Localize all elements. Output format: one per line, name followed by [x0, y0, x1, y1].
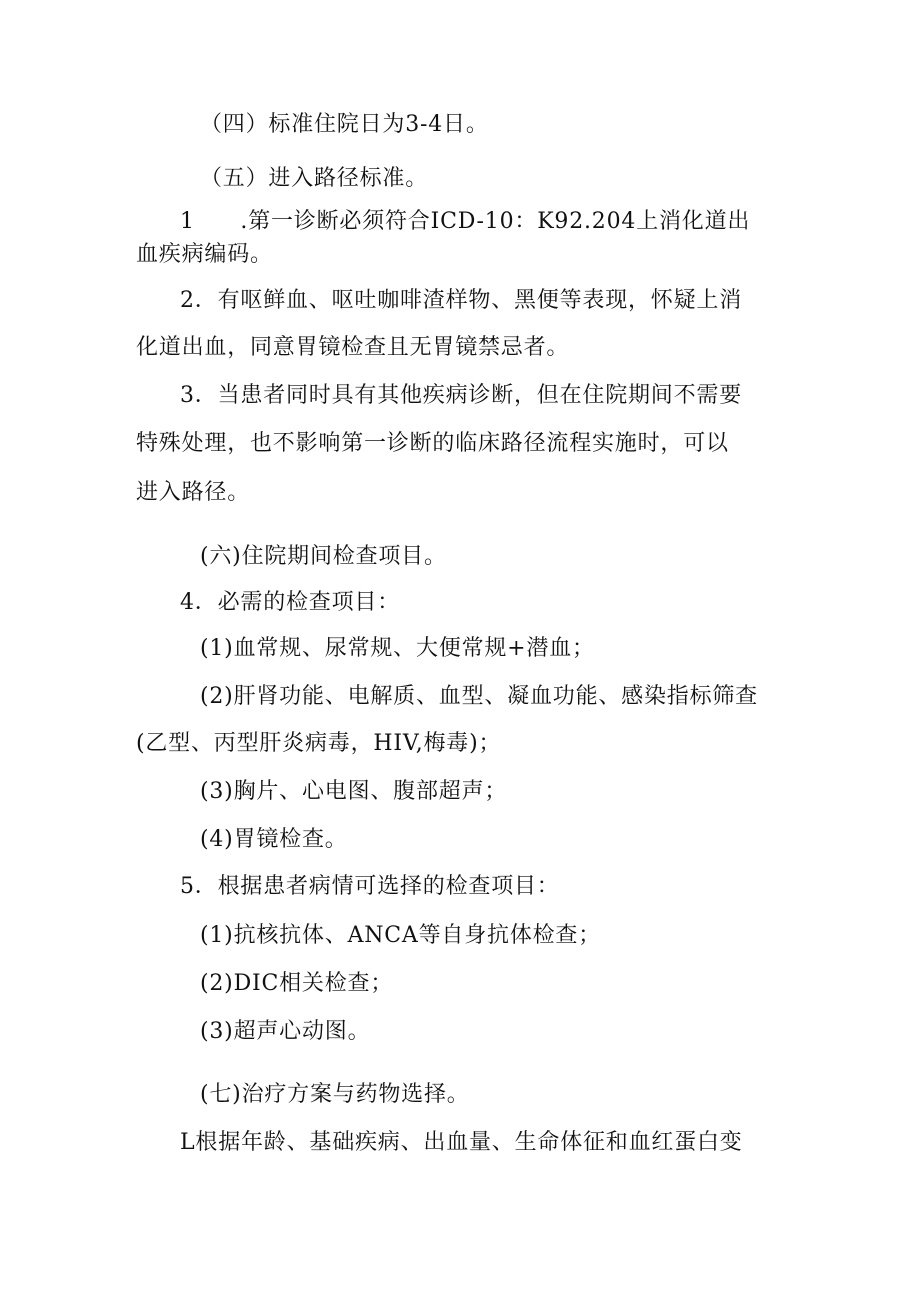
list-item: 4．必需的检查项目：	[180, 590, 400, 615]
section-heading-path-entry: （五）进入路径标准。	[200, 166, 429, 191]
section-heading-treatment-plan: (七)治疗方案与药物选择。	[200, 1082, 470, 1107]
paragraph-line: 血疾病编码。	[136, 242, 273, 267]
list-item: (2)DIC相关检查；	[200, 971, 394, 996]
list-item: (1)抗核抗体、ANCA等自身抗体检查；	[200, 923, 602, 948]
list-item: (3)超声心动图。	[200, 1019, 371, 1044]
paragraph-line: 2．有呕鲜血、呕吐咖啡渣样物、黑便等表现，怀疑上消	[180, 288, 742, 313]
paragraph-line: 1 .第一诊断必须符合ICD-10：K92.204上消化道出	[180, 209, 751, 234]
paragraph-line: 进入路径。	[136, 480, 251, 505]
paragraph-line: 3．当患者同时具有其他疾病诊断，但在住院期间不需要	[180, 383, 742, 408]
list-item-continued: (乙型、丙型肝炎病毒，HIV,梅毒)；	[136, 731, 502, 756]
list-item: (2)肝肾功能、电解质、血型、凝血功能、感染指标筛查	[200, 684, 758, 709]
paragraph-line: 化道出血，同意胃镜检查且无胃镜禁忌者。	[136, 335, 570, 360]
list-item: (1)血常规、尿常规、大便常规+潜血；	[200, 636, 595, 661]
list-item: (3)胸片、心电图、腹部超声；	[200, 779, 508, 804]
section-heading-hospital-stay: （四）标准住院日为3-4日。	[200, 112, 489, 137]
section-heading-inpatient-tests: (六)住院期间检查项目。	[200, 544, 447, 569]
paragraph-line: L根据年龄、基础疾病、出血量、生命体征和血红蛋白变	[180, 1130, 743, 1155]
list-item: (4)胃镜检查。	[200, 827, 348, 852]
paragraph-line: 特殊处理，也不影响第一诊断的临床路径流程实施时，可以	[136, 431, 729, 456]
list-item: 5．根据患者病情可选择的检查项目：	[180, 874, 560, 899]
